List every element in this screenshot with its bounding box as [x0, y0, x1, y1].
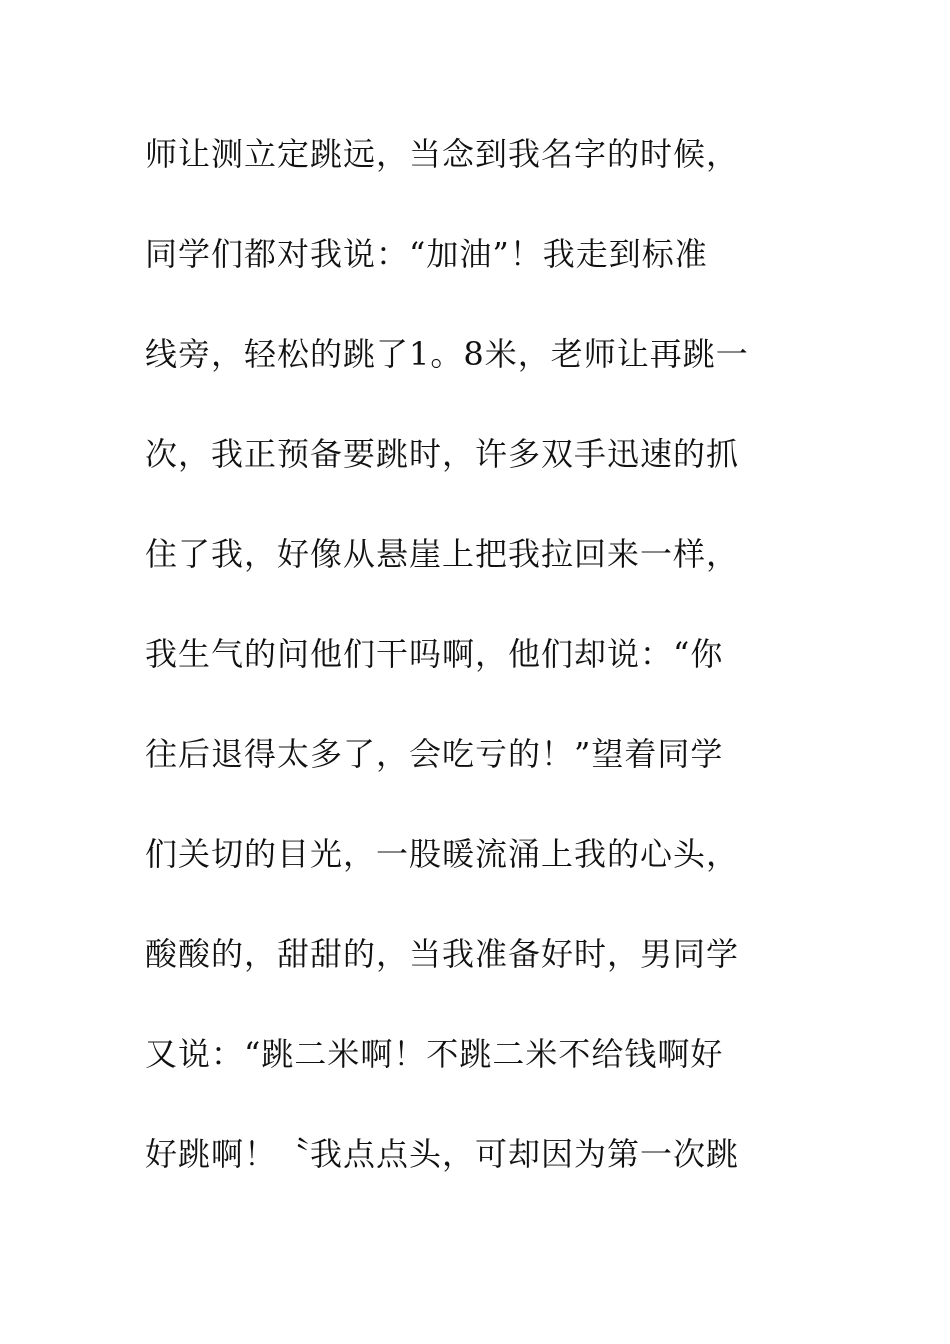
text-line: 我生气的问他们干吗啊，他们却说：“你: [145, 635, 724, 673]
body-text: [145, 124, 805, 1224]
text-line: 师让测立定跳远，当念到我名字的时候，: [145, 135, 740, 173]
text-line: 同学们都对我说：“加油”！我走到标准: [145, 235, 708, 273]
text-line: 酸酸的，甜甜的，当我准备好时，男同学: [145, 935, 740, 973]
text-line: 线旁，轻松的跳了1。8米，老师让再跳一: [145, 335, 749, 373]
text-line: 又说：“跳二米啊！不跳二米不给钱啊好: [145, 1035, 724, 1073]
text-line: 好跳啊！〝我点点头，可却因为第一次跳: [145, 1135, 740, 1173]
text-line: 往后退得太多了，会吃亏的！”望着同学: [145, 735, 724, 773]
text-line: 次，我正预备要跳时，许多双手迅速的抓: [145, 435, 740, 473]
text-line: 们关切的目光，一股暖流涌上我的心头，: [145, 835, 740, 873]
text-line: 住了我，好像从悬崖上把我拉回来一样，: [145, 535, 740, 573]
